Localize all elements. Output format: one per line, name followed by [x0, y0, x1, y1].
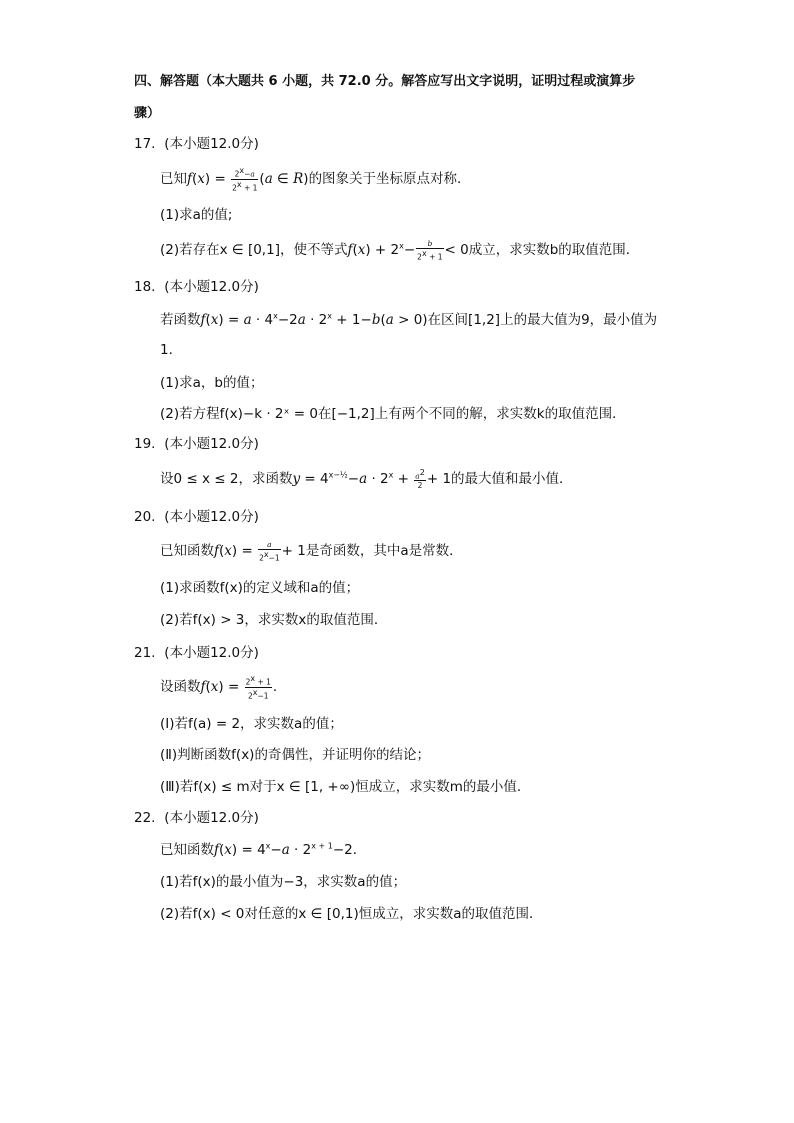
question-17-part-1: (1)求a的值; [160, 207, 233, 223]
question-20-part-1: (1)求函数f(x)的定义域和a的值； [160, 580, 360, 596]
question-19-stem: 设0 ≤ x ≤ 2，求函数$y = 4^{x-\frac{1}{2}}-a \cdot 2^x$ + $\frac{a^2}{2}$ + 1的最大值和最小值． [160, 467, 573, 491]
question-17-part-2: (2)若存在x ∈ [0,1]，使不等式$f(x) + 2^x-$ $\frac{b}{2^x + 1}$ < 0成立，求实数b的取值范围． [160, 238, 640, 262]
question-20-header: 20. (本小题12.0分) [134, 509, 259, 525]
section-title: 四、解答题（本大题共 6 小题，共 72.0 分。解答应写出文字说明，证明过程或演算步 骤） [134, 74, 636, 121]
question-18-header: 18. (本小题12.0分) [134, 279, 259, 295]
formula: f(x) = $\frac{2^x + 1}{2^x-1}$ . [200, 674, 278, 700]
question-19-header: 19. (本小题12.0分) [134, 436, 259, 452]
question-18-part-2: (2)若方程f(x)−k · 2ˣ = 0在[−1,2]上有两个不同的解，求实数k的取值范围． [160, 406, 626, 422]
formula: f(x) = $\frac{2^x-a}{2^x + 1}$ (a ∈ R) [187, 166, 309, 192]
question-21-part-1: (Ⅰ)若f(a) = 2，求实数a的值； [160, 716, 343, 732]
formula: $f(x) + 2^x-$ $\frac{b}{2^x + 1}$ [347, 238, 443, 262]
question-22-header: 22. (本小题12.0分) [134, 810, 259, 826]
formula: $f(x) = a \cdot 4^x-2a \cdot 2^x + 1-b(a > 0)$ [200, 311, 428, 328]
question-17-header: 17. (本小题12.0分) [134, 136, 259, 152]
question-22-part-2: (2)若f(x) < 0对任意的x ∈ [0,1)恒成立，求实数a的取值范围． [160, 906, 543, 922]
question-17-stem: 已知f(x) = $\frac{2^x-a}{2^x + 1}$ (a ∈ R)的图象关于坐标原点对称． [160, 166, 471, 192]
question-18-stem: 若函数$f(x) = a \cdot 4^x-2a \cdot 2^x + 1-b(a > 0)$在区间[1,2]上的最大值为9，最小值为 [160, 311, 658, 328]
formula: $f(x) = 4^x-a \cdot 2^{x + 1}-2$． [214, 841, 367, 858]
question-22-stem: 已知函数$f(x) = 4^x-a \cdot 2^{x + 1}-2$． [160, 841, 367, 858]
question-21-header: 21. (本小题12.0分) [134, 645, 259, 661]
formula: $y = 4^{x-\frac{1}{2}}-a \cdot 2^x$ + $\frac{a^2}{2}$ [292, 467, 425, 491]
question-20-stem: 已知函数f(x) = $\frac{a}{2^x-1}$ + 1是奇函数，其中a是常数． [160, 539, 463, 563]
question-18-stem-cont: 1． [160, 342, 183, 358]
question-21-part-3: (Ⅲ)若f(x) ≤ m对于x ∈ [1, +∞)恒成立，求实数m的最小值． [160, 779, 531, 795]
question-18-part-1: (1)求a，b的值； [160, 375, 264, 391]
question-21-stem: 设函数f(x) = $\frac{2^x + 1}{2^x-1}$ . [160, 674, 278, 700]
question-20-part-2: (2)若f(x) > 3，求实数x的取值范围． [160, 612, 388, 628]
question-22-part-1: (1)若f(x)的最小值为−3，求实数a的值； [160, 874, 407, 890]
formula: f(x) = $\frac{a}{2^x-1}$ [214, 539, 280, 563]
question-21-part-2: (Ⅱ)判断函数f(x)的奇偶性，并证明你的结论； [160, 747, 430, 763]
